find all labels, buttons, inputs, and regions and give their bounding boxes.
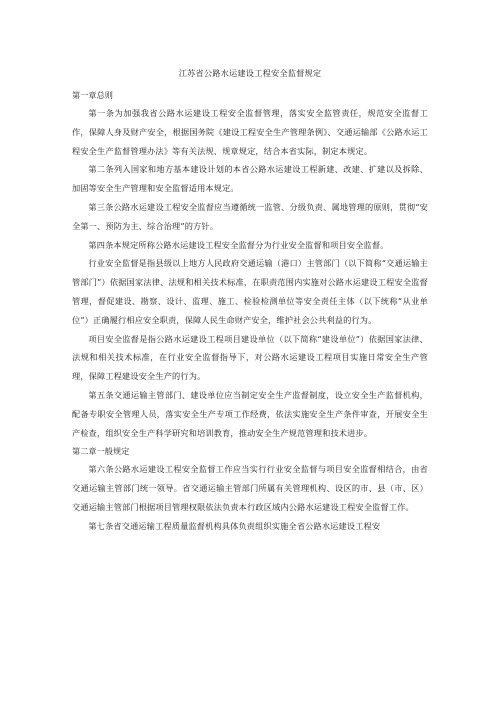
paragraph: 第二条列入国家和地方基本建设计划的本省公路水运建设工程新建、改建、扩建以及拆除、加固等安全生产管理和安全监督适用本规定。	[72, 164, 428, 194]
paragraph: 项目安全监督是指公路水运建设工程项目建设单位（以下简称“建设单位”）依据国家法律、法规和相关技术标准，在行业安全监督指导下，对公路水运建设工程项目实施日常安全生产管理，保障工程建设安全生产的行为。	[72, 333, 428, 382]
paragraph: 第六条公路水运建设工程安全监督工作应当实行行业安全监督与项目安全监督相结合，由省交通运输主管部门统一领导。省交通运输主管部门所属有关管理机构、设区的市、县（市、区）交通运输主管部门根据项目管理权限依法负责本行政区域内公路水运建设工程安全监督工作。	[72, 464, 428, 512]
chapter-heading: 第二章一般规定	[72, 446, 130, 457]
paragraph: 第四条本规定所称公路水运建设工程安全监督分为行业安全监督和项目安全监督。	[88, 239, 389, 250]
paragraph: 第五条交通运输主管部门、建设单位应当制定安全生产监督制度，设立安全生产监督机构，配备专职安全管理人员，落实安全生产专项工作经费，依法实施安全生产条件审查，开展安全生产检查，组织安全生产科学研究和培训教育，推动安全生产规范管理和技术进步。	[72, 389, 428, 438]
paragraph: 第一条为加强我省公路水运建设工程安全监督管理，落实安全监管责任，规范安全监督工作，保障人身及财产安全，根据国务院《建设工程安全生产管理条例》、交通运输部《公路水运工程安全生产监督管理办法》等有关法规、规章规定，结合本省实际，制定本规定。	[72, 108, 428, 156]
paragraph: 行业安全监督是指县级以上地方人民政府交通运输（港口）主管部门（以下简称“交通运输主管部门”）依据国家法律、法规和相关技术标准，在职责范围内实施对公路水运建设工程安全监督管理，督促建设、勘察、设计、监理、施工、检验检测单位等安全责任主体（以下统称“从业单位”）正确履行相应安全职责，保障人民生命财产安全，维护社会公共利益的行为。	[72, 258, 428, 325]
document-page	[72, 66, 428, 536]
document-title: 江苏省公路水运建设工程安全监督规定	[178, 68, 322, 78]
paragraph: 第三条公路水运建设工程安全监督应当遵循统一监管、分级负责、属地管理的原则，贯彻“安全第一、预防为主、综合治理”的方针。	[72, 201, 428, 231]
paragraph: 第七条省交通运输工程质量监督机构具体负责组织实施全省公路水运建设工程安	[88, 520, 381, 531]
chapter-heading: 第一章总则	[72, 90, 113, 100]
